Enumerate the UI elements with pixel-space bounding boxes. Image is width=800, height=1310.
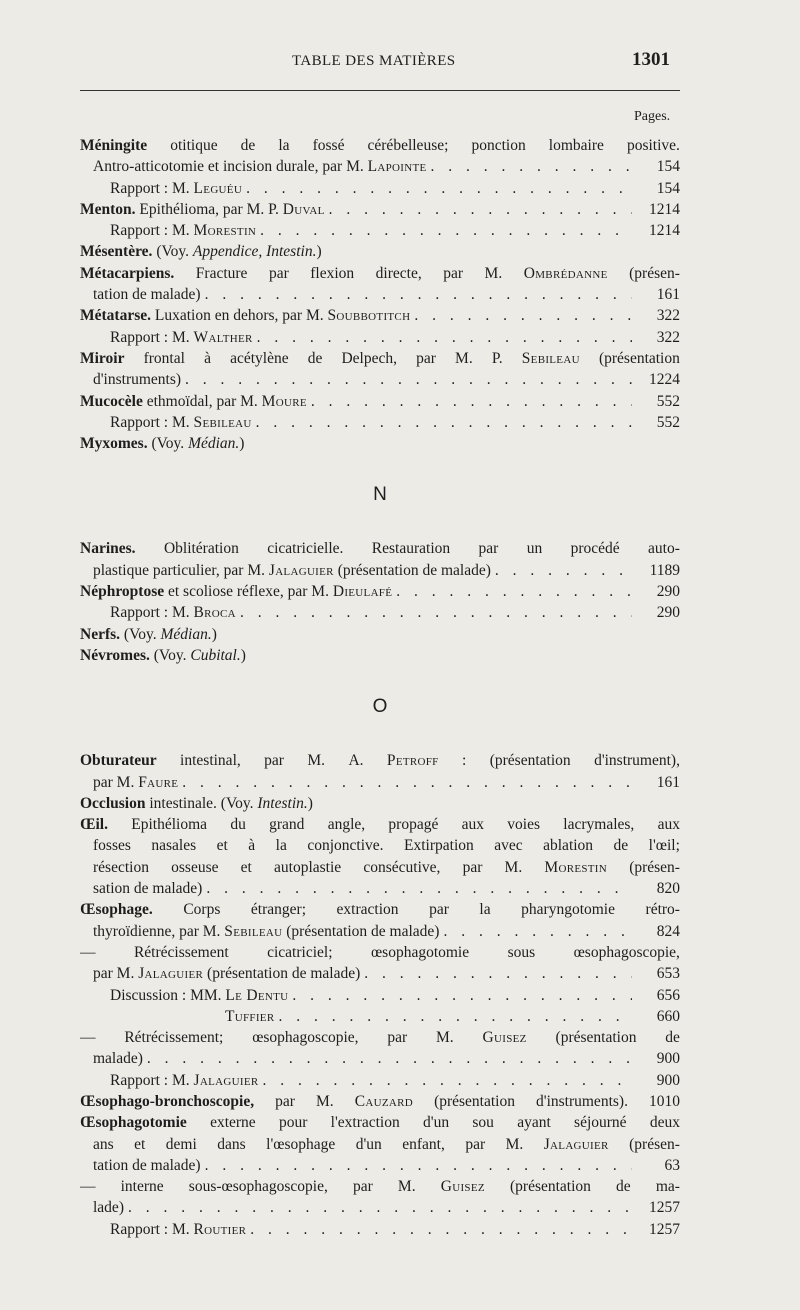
entry-text: tation de malade)	[93, 1156, 201, 1174]
entry-word: Rétrécissement;	[124, 1029, 224, 1047]
entry-word: Delpech,	[341, 349, 397, 367]
page-reference: 660	[656, 1007, 680, 1025]
page-reference: 900	[656, 1071, 680, 1089]
index-entry	[80, 645, 680, 666]
entry-word: la	[278, 137, 290, 154]
page-reference: 1214	[649, 200, 680, 218]
entry-word: séjourné	[574, 1114, 627, 1132]
entry-line	[80, 750, 680, 771]
entry-word: M.	[455, 349, 473, 367]
entry-text: lade)	[93, 1199, 124, 1217]
entry-word: :	[462, 752, 467, 770]
index-entry	[80, 750, 680, 793]
index-entry	[80, 135, 680, 199]
leader-dots	[292, 985, 632, 1006]
entry-word: M.	[505, 1135, 524, 1153]
leader-dots	[128, 1197, 632, 1218]
entry-word: par	[478, 540, 499, 558]
page-reference: 290	[656, 604, 680, 622]
entry-word: avec	[494, 837, 523, 855]
index-entry	[80, 433, 680, 454]
entry-word: par	[264, 752, 284, 770]
entry-text: Rapport : M. Broca	[110, 604, 236, 622]
entry-line	[80, 1048, 680, 1069]
entry-word: sous	[507, 943, 536, 961]
index-entry	[80, 538, 680, 581]
entry-line	[80, 645, 680, 666]
index-entry	[80, 793, 680, 814]
header-rule	[80, 90, 680, 91]
entry-word: lombaire	[548, 137, 604, 154]
entry-word: de	[665, 1029, 680, 1047]
entry-word: la	[275, 837, 287, 855]
leader-dots	[329, 199, 632, 220]
entry-line	[80, 1197, 680, 1218]
entry-line	[80, 1219, 680, 1240]
entry-word: par	[268, 264, 289, 282]
entry-line	[80, 1027, 680, 1048]
entry-text: Rapport : M. Jalaguier	[110, 1071, 259, 1089]
entry-line	[80, 835, 680, 856]
entry-word: ponction	[471, 137, 526, 154]
index-entry	[80, 1091, 680, 1112]
page-reference: 322	[656, 307, 680, 325]
entry-word: A.	[348, 752, 364, 770]
entry-word: rétro-	[645, 901, 680, 919]
entry-text: Rapport : M. Sebileau	[110, 413, 252, 431]
entry-word: pour	[278, 1114, 308, 1132]
entry-word: à	[204, 349, 211, 367]
entry-line	[80, 878, 680, 899]
entry-word: aux	[657, 816, 680, 834]
entry-text: Rapport : M. Routier	[110, 1220, 247, 1238]
entry-text: Névromes. (Voy. Cubital.)	[80, 646, 246, 664]
entry-word: de	[240, 137, 256, 154]
entry-word: Petroff	[386, 752, 439, 770]
entry-line	[80, 135, 680, 156]
entry-word: propagé	[388, 816, 439, 834]
entry-line	[80, 369, 680, 390]
entry-word: Fracture	[195, 264, 248, 282]
entry-text: d'instruments)	[93, 371, 182, 389]
entry-word: M.	[307, 752, 326, 770]
entry-word: Méningite	[80, 137, 148, 154]
entry-line	[80, 899, 680, 920]
entry-word: Extirpation	[404, 837, 474, 855]
section-letter-n: N	[373, 484, 387, 506]
entry-line	[80, 560, 680, 581]
entry-word: M.	[504, 858, 523, 876]
entry-word: M.	[397, 1178, 416, 1196]
leader-dots	[431, 156, 632, 177]
leader-dots	[240, 602, 632, 623]
entry-word: Corps	[183, 901, 221, 919]
entry-word: frontal	[143, 349, 185, 367]
entry-word: aux	[461, 816, 485, 834]
entry-word: à	[248, 837, 256, 855]
entry-line	[80, 327, 680, 348]
entry-word: pharyngotomie	[521, 901, 615, 919]
entry-text: Myxomes. (Voy. Médian.)	[80, 435, 245, 453]
entry-word: Obturateur	[80, 752, 157, 770]
leader-dots	[260, 220, 632, 241]
page-reference: 824	[656, 922, 680, 940]
entry-text: Antro-atticotomie et incision durale, par M. Lapointe	[93, 158, 427, 176]
entry-text: sation de malade)	[93, 880, 203, 898]
page-reference: 1224	[649, 371, 680, 389]
entry-text: thyroïdienne, par M. Sebileau (présentation de malade)	[93, 922, 440, 940]
page-reference: 552	[656, 392, 680, 410]
entry-word: et	[216, 837, 228, 855]
entry-line	[80, 263, 680, 284]
entry-word: (présen-	[629, 264, 680, 282]
entry-word: l'œil;	[648, 837, 680, 855]
entry-word: (présentation	[598, 349, 680, 367]
leader-dots	[278, 1006, 632, 1027]
entry-word: de	[613, 837, 629, 855]
entry-line	[80, 348, 680, 369]
entry-word: lacrymales,	[563, 816, 635, 834]
page-reference: 900	[656, 1050, 680, 1068]
page-reference: 1214	[649, 222, 680, 240]
entry-text: Menton. Epithélioma, par M. P. Duval	[80, 200, 325, 218]
page-reference: 161	[656, 286, 680, 304]
entry-word: demi	[165, 1135, 197, 1153]
entry-word: Sebileau	[521, 349, 580, 367]
entry-word: cérébelleuse;	[367, 137, 449, 154]
entry-word: du	[230, 816, 246, 834]
page-number: 1301	[632, 49, 670, 70]
entry-word: ablation	[543, 837, 594, 855]
entry-word: otitique	[170, 137, 218, 154]
entry-word: grand	[269, 816, 305, 834]
page-reference: 1189	[649, 561, 680, 579]
entry-text: Mésentère. (Voy. Appendice, Intestin.)	[80, 243, 322, 261]
page-reference: 290	[656, 583, 680, 601]
entry-word: (présentation	[510, 1178, 591, 1196]
entry-line	[80, 942, 680, 963]
entry-word: ans	[93, 1135, 114, 1153]
entry-word: d'un	[423, 1114, 450, 1132]
entry-word: angle,	[327, 816, 366, 834]
entry-word: Miroir	[80, 349, 125, 367]
entry-word: positive.	[626, 137, 680, 154]
leader-dots	[205, 284, 632, 305]
entry-text: Occlusion intestinale. (Voy. Intestin.)	[80, 794, 313, 812]
entry-line	[80, 1112, 680, 1133]
entry-word: (présen-	[629, 1135, 680, 1153]
entry-text: Métatarse. Luxation en dehors, par M. Soubbotitch	[80, 307, 411, 325]
entry-word: Guisez	[482, 1029, 527, 1047]
entry-line	[80, 814, 680, 835]
page-reference: 63	[664, 1156, 680, 1174]
entry-line	[80, 602, 680, 623]
leader-dots	[246, 178, 632, 199]
leader-dots	[185, 369, 632, 390]
entry-line	[80, 963, 680, 984]
running-header-title: TABLE DES MATIÈRES	[292, 53, 456, 69]
entry-word: d'un	[355, 1135, 382, 1153]
leader-dots	[206, 878, 632, 899]
entry-word: de	[616, 1178, 631, 1196]
index-entry	[80, 263, 680, 306]
entry-word: étranger;	[250, 901, 306, 919]
leader-dots	[495, 560, 632, 581]
entry-word: fossé	[312, 137, 345, 154]
leader-dots	[182, 772, 632, 793]
entry-word: œsophagotomie	[370, 943, 470, 961]
entry-word: œsophagoscopie,	[573, 943, 680, 961]
entry-word: Œsophago-bronchoscopie,	[80, 1092, 255, 1110]
entry-line	[80, 1091, 680, 1112]
entry-word: (présentation	[434, 1092, 515, 1110]
entry-word: cicatricielle.	[267, 540, 344, 558]
entry-line	[80, 1006, 680, 1027]
entry-word: —	[80, 1029, 96, 1047]
entry-word: autoplastie	[274, 858, 342, 876]
entry-text: Rapport : M. Morestin	[110, 222, 257, 240]
entry-line	[80, 284, 680, 305]
index-entry	[80, 391, 680, 434]
leader-dots	[364, 963, 632, 984]
entry-word: M.	[316, 1092, 334, 1110]
entry-word: Métacarpiens.	[80, 264, 175, 282]
entry-word: ma-	[655, 1178, 680, 1196]
entry-text: malade)	[93, 1050, 143, 1068]
entry-line	[80, 241, 680, 262]
entry-line	[80, 199, 680, 220]
leader-dots	[256, 412, 632, 433]
entry-text: Tuffier	[225, 1007, 275, 1025]
entry-line	[80, 220, 680, 241]
entry-word: et	[240, 858, 252, 876]
entry-word: l'œsophage	[266, 1135, 336, 1153]
section-letter-o: O	[372, 696, 388, 718]
entry-line	[80, 624, 680, 645]
entry-word: cicatriciel;	[267, 943, 333, 961]
index-entry	[80, 1112, 680, 1240]
entry-word: d'instrument),	[594, 752, 680, 770]
entry-word: Jalaguier	[543, 1135, 609, 1153]
index-entry	[80, 305, 680, 348]
entry-word: œsophagoscopie,	[252, 1029, 359, 1047]
entry-word: intestinal,	[180, 752, 241, 770]
entry-word: Guisez	[440, 1178, 485, 1196]
entry-line	[80, 985, 680, 1006]
entry-line	[80, 156, 680, 177]
page-reference: 653	[656, 965, 680, 983]
entry-word: fosses	[93, 837, 131, 855]
entry-text: Rapport : M. Leguéu	[110, 179, 243, 197]
page-reference: 154	[656, 179, 680, 197]
entry-word: par	[275, 1092, 295, 1110]
page-reference: 1257	[649, 1199, 680, 1217]
entry-word: deux	[649, 1114, 680, 1132]
entry-word: acétylène	[230, 349, 289, 367]
entry-line	[80, 772, 680, 793]
entry-word: sou	[472, 1114, 494, 1132]
leader-dots	[257, 327, 632, 348]
entry-word: directe,	[375, 264, 422, 282]
entry-line	[80, 412, 680, 433]
entry-word: Œsophage.	[80, 901, 153, 919]
entry-text: par M. Faure	[93, 773, 179, 791]
entry-word: —	[80, 1178, 96, 1196]
entry-word: interne	[120, 1178, 164, 1196]
entry-text: Rapport : M. Walther	[110, 328, 253, 346]
entry-word: voies	[507, 816, 541, 834]
entry-text: plastique particulier, par M. Jalaguier (présentation de malade)	[93, 561, 491, 579]
entry-word: M.	[436, 1029, 454, 1047]
leader-dots	[443, 921, 632, 942]
index-entry	[80, 814, 680, 899]
entry-word: par	[462, 858, 483, 876]
entry-text: Nerfs. (Voy. Médian.)	[80, 625, 217, 643]
entry-word: par	[416, 349, 436, 367]
index-entry	[80, 624, 680, 645]
index-entry	[80, 581, 680, 624]
entry-line	[80, 178, 680, 199]
leader-dots	[205, 1155, 632, 1176]
entry-word: consécutive,	[363, 858, 441, 876]
entry-word: extraction	[336, 901, 399, 919]
leader-dots	[396, 581, 632, 602]
entry-word: externe	[210, 1114, 256, 1132]
index-entry	[80, 199, 680, 242]
entry-word: M.	[484, 264, 503, 282]
entry-word: flexion	[310, 264, 355, 282]
leader-dots	[262, 1070, 632, 1091]
entry-word: osseuse	[171, 858, 219, 876]
index-entry	[80, 348, 680, 391]
entry-line	[80, 857, 680, 878]
entry-word: Epithélioma	[131, 816, 208, 834]
entry-word: Restauration	[371, 540, 451, 558]
entry-word: par	[352, 1178, 373, 1196]
entry-line	[80, 1070, 680, 1091]
entry-word: un	[526, 540, 543, 558]
entry-word: Narines.	[80, 540, 136, 558]
entry-word: résection	[93, 858, 149, 876]
page-reference: 322	[656, 328, 680, 346]
entry-line	[80, 793, 680, 814]
entry-text: Mucocèle ethmoïdal, par M. Moure	[80, 392, 307, 410]
entry-word: d'instruments).	[536, 1092, 628, 1110]
pages-column-label: Pages.	[634, 109, 671, 124]
entry-line	[80, 921, 680, 942]
entry-word: par	[429, 901, 449, 919]
page-reference: 820	[656, 880, 680, 898]
entry-word: nasales	[151, 837, 197, 855]
page-reference: 1257	[649, 1220, 680, 1238]
entry-word: enfant,	[402, 1135, 445, 1153]
entry-word: Œsophagotomie	[80, 1114, 187, 1132]
entry-word: auto-	[648, 540, 680, 558]
leader-dots	[311, 391, 632, 412]
entry-line	[80, 433, 680, 454]
entry-line	[80, 1176, 680, 1197]
page-reference: 552	[656, 413, 680, 431]
entry-line	[80, 305, 680, 326]
index-entry	[80, 241, 680, 262]
leader-dots	[414, 305, 632, 326]
entry-word: de	[307, 349, 323, 367]
entry-word: ayant	[517, 1114, 551, 1132]
entry-line	[80, 538, 680, 559]
entry-word: Cauzard	[354, 1092, 414, 1110]
entry-word: Œil.	[80, 816, 108, 834]
page-reference: 656	[656, 986, 680, 1004]
entry-word: procédé	[570, 540, 620, 558]
entry-word: dans	[217, 1135, 246, 1153]
entry-word: par	[465, 1135, 486, 1153]
entry-word: —	[80, 943, 96, 961]
entry-word: Ombrédanne	[523, 264, 608, 282]
entry-word: 1010	[649, 1092, 680, 1110]
entry-word: et	[134, 1135, 146, 1153]
entry-word: l'extraction	[330, 1114, 400, 1132]
entry-line	[80, 1155, 680, 1176]
entry-line	[80, 1134, 680, 1155]
entry-word: conjonctive.	[307, 837, 384, 855]
entry-text: par M. Jalaguier (présentation de malade)	[93, 965, 361, 983]
entry-word: (présentation	[489, 752, 571, 770]
entry-word: (présen-	[629, 858, 680, 876]
entry-word: par	[443, 264, 464, 282]
entry-word: (présentation	[555, 1029, 637, 1047]
entry-word: Oblitération	[163, 540, 239, 558]
entry-text: Néphroptose et scoliose réflexe, par M. Dieulafé	[80, 583, 393, 601]
entry-word: sous-œsophagoscopie,	[188, 1178, 328, 1196]
entry-word: la	[479, 901, 491, 919]
leader-dots	[250, 1219, 632, 1240]
entry-line	[80, 581, 680, 602]
entry-text: Discussion : MM. Le Dentu	[110, 986, 289, 1004]
entry-word: P.	[491, 349, 503, 367]
index-content	[80, 135, 680, 1240]
page-reference: 161	[656, 773, 680, 791]
entry-text: tation de malade)	[93, 286, 201, 304]
entry-word: Morestin	[544, 858, 608, 876]
page-reference: 154	[656, 158, 680, 176]
entry-word: Rétrécissement	[133, 943, 229, 961]
leader-dots	[147, 1048, 632, 1069]
entry-word: par	[387, 1029, 408, 1047]
entry-line	[80, 391, 680, 412]
index-entry	[80, 899, 680, 1091]
